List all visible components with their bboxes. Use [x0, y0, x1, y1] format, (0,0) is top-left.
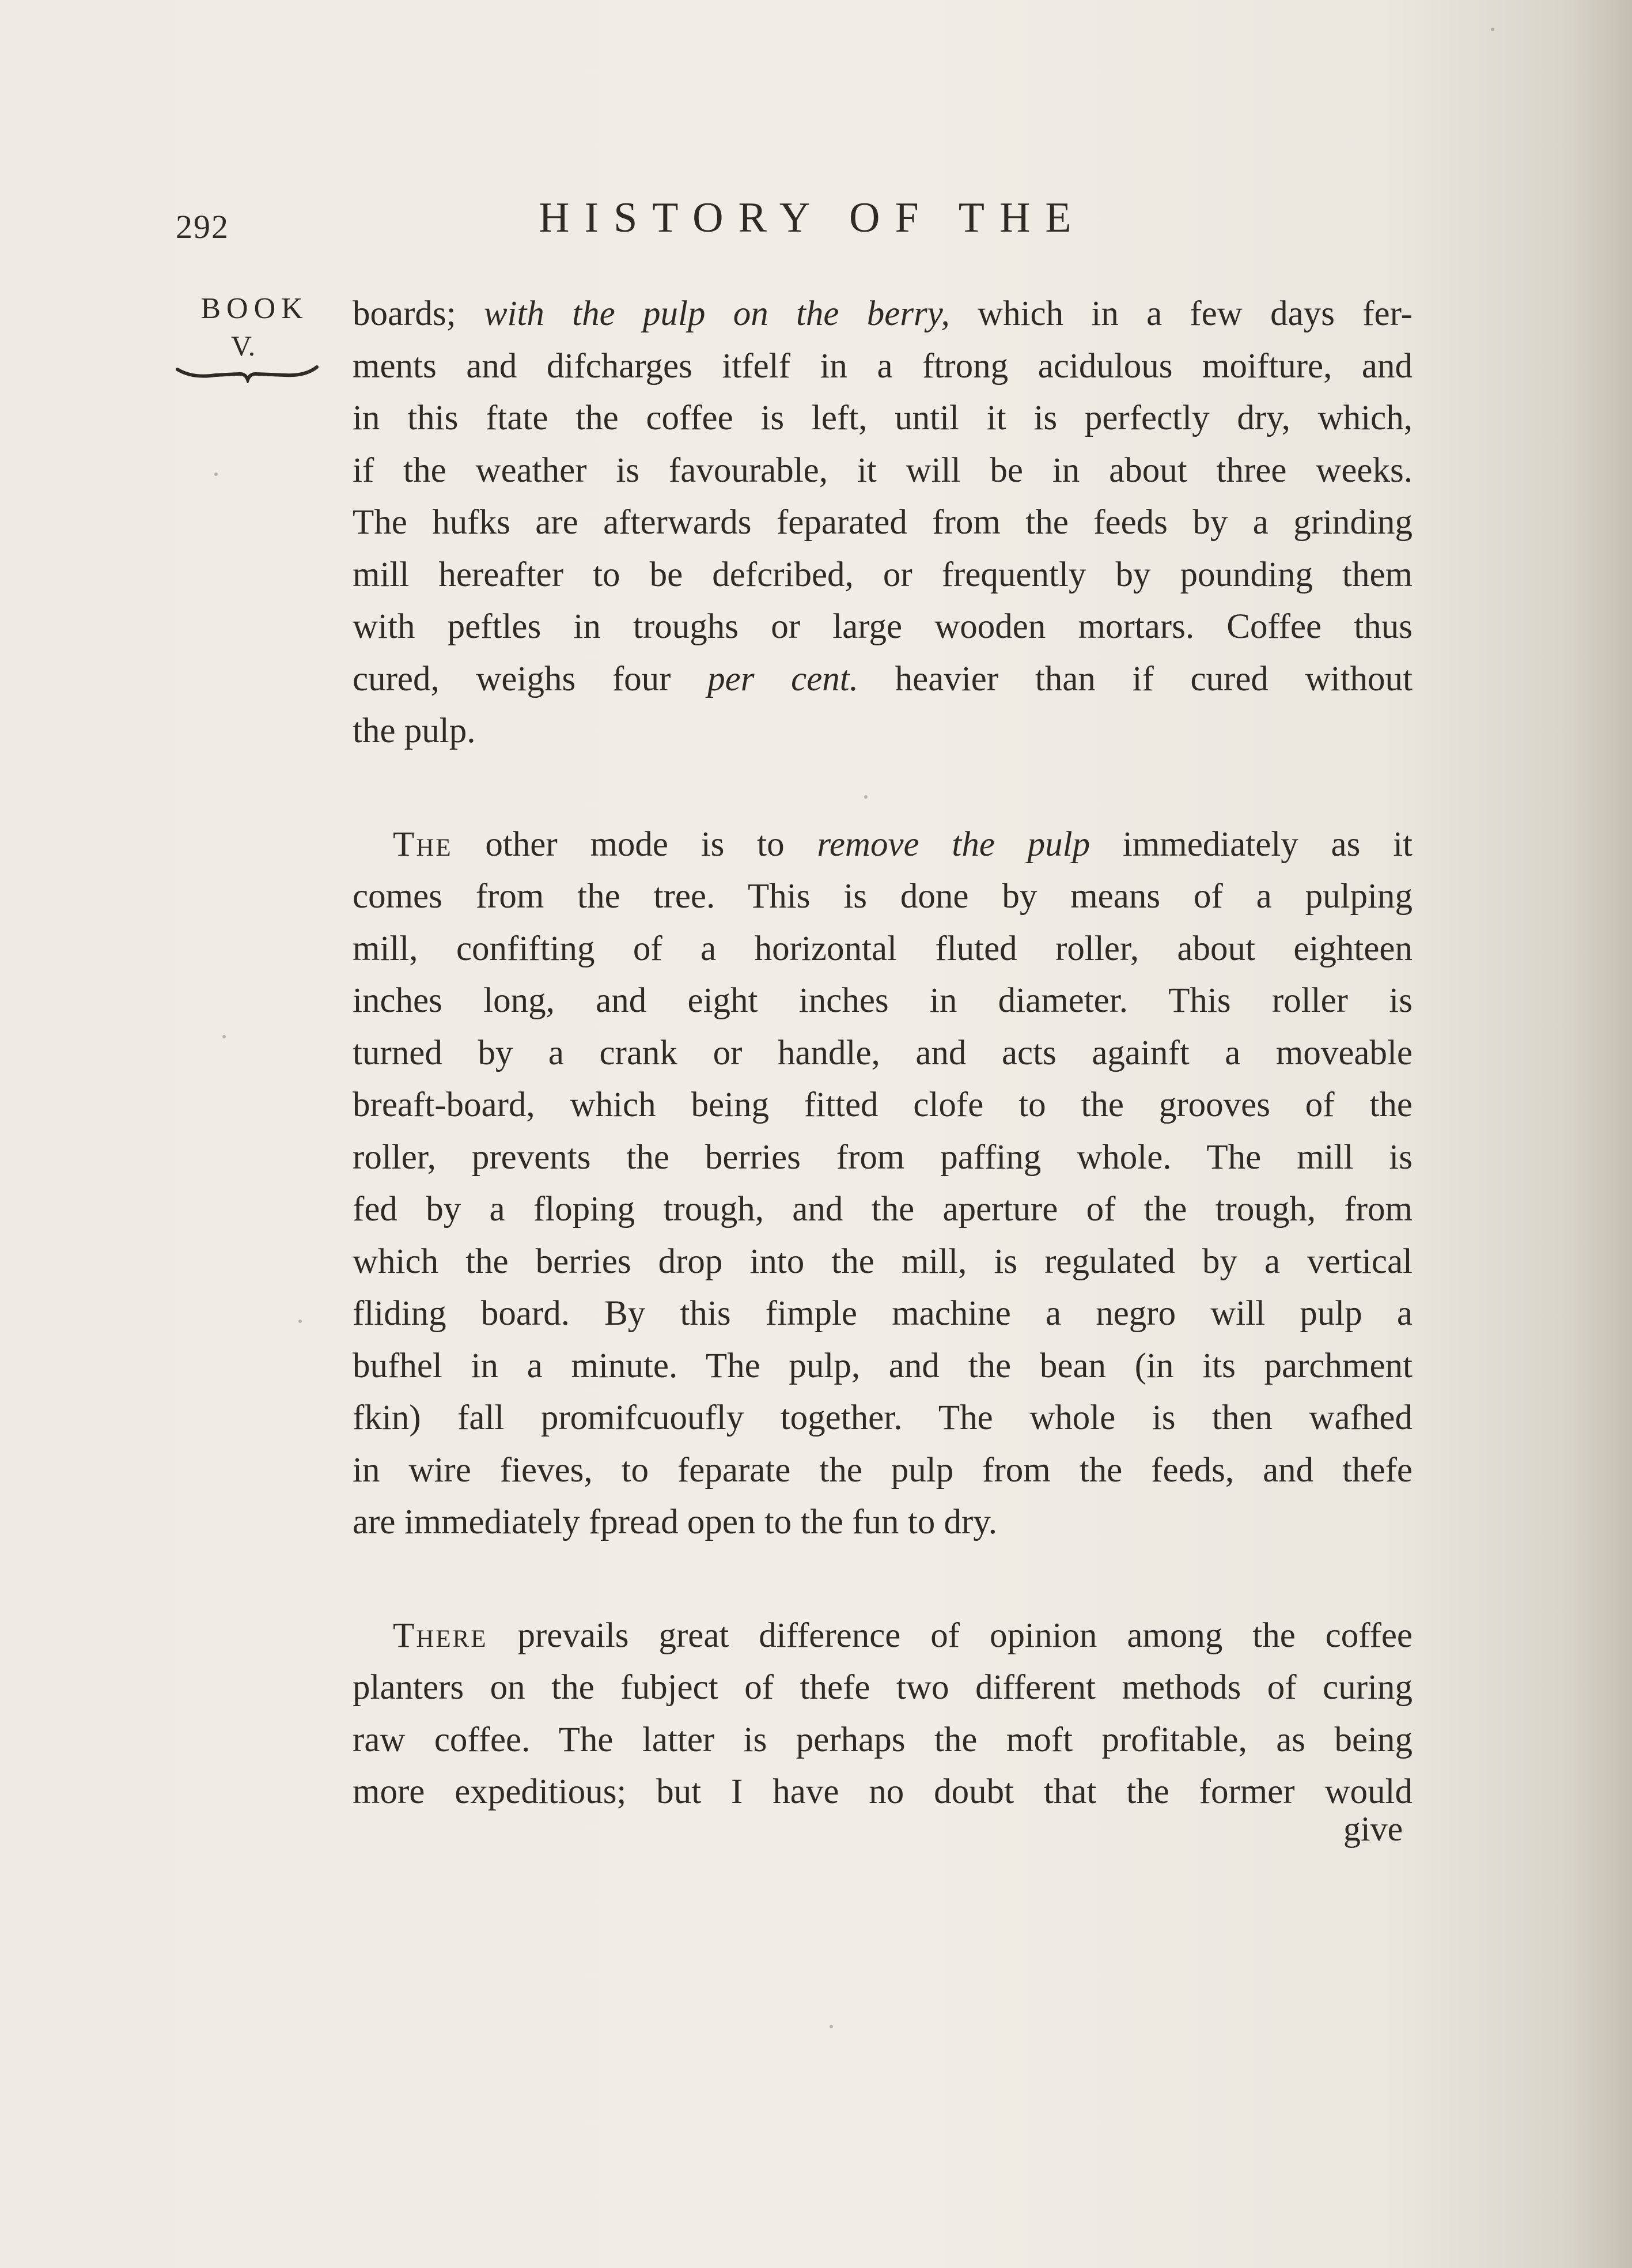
text-line: boards; with the pulp on the berry, which in a few days fer- — [353, 294, 1413, 333]
text-line: mill, confifting of a horizontal fluted roller, about eighteen — [353, 929, 1413, 968]
text-line: raw coffee. The latter is perhaps the moft profitable, as being — [353, 1720, 1413, 1759]
text-line: There prevails great difference of opinion among the coffee — [393, 1616, 1413, 1655]
book-label: BOOK — [200, 292, 309, 325]
text-line: in wire fieves, to feparate the pulp from the feeds, and thefe — [353, 1450, 1413, 1490]
text-line: planters on the fubject of thefe two different methods of curing — [353, 1668, 1413, 1707]
text-line: the pulp. — [353, 712, 476, 750]
paper-speck — [214, 472, 218, 476]
text-line: breaft-board, which being fitted clofe to the grooves of the — [353, 1086, 1413, 1124]
text-line: The other mode is to remove the pulp immediately as it — [393, 825, 1413, 864]
text-line: which the berries drop into the mill, is regulated by a vertical — [353, 1242, 1413, 1281]
body-text — [353, 288, 1413, 1880]
text-line: are immediately fpread open to the fun to dry. — [353, 1503, 998, 1541]
text-line: in this ftate the coffee is left, until it is perfectly dry, which, — [353, 399, 1413, 437]
text-line: fliding board. By this fimple machine a negro will pulp a — [353, 1294, 1413, 1333]
text-line: roller, prevents the berries from paffing whole. The mill is — [353, 1137, 1413, 1177]
text-line: if the weather is favourable, it will be in about three weeks. — [353, 451, 1413, 490]
text-line: mill hereafter to be defcribed, or frequently by pounding them — [353, 555, 1413, 594]
paragraph-2 — [353, 819, 1413, 1549]
text-line: inches long, and eight inches in diameter. This roller is — [353, 981, 1413, 1020]
paper-speck — [1491, 28, 1494, 31]
text-line: comes from the tree. This is done by means of a pulping — [353, 877, 1413, 916]
page-number: 292 — [176, 208, 229, 245]
paper-speck — [830, 2025, 833, 2028]
margin-note — [185, 292, 324, 383]
text-line: bufhel in a minute. The pulp, and the bean (in its parchment — [353, 1346, 1413, 1385]
text-line: The hufks are afterwards feparated from the feeds by a grinding — [353, 503, 1413, 542]
paragraph-1 — [353, 288, 1413, 758]
catchword: give — [1343, 1810, 1403, 1848]
brace-ornament — [175, 364, 319, 383]
text-line: ments and difcharges itfelf in a ftrong acidulous moifture, and — [353, 346, 1413, 385]
paper-speck — [298, 1320, 302, 1323]
text-line: with peftles in troughs or large wooden mortars. Coffee thus — [353, 607, 1413, 646]
text-line: cured, weighs four per cent. heavier than if cured without — [353, 659, 1413, 698]
book-number: V. — [230, 330, 256, 362]
paper-speck — [864, 795, 868, 799]
running-head-title: HISTORY OF THE — [539, 194, 1086, 241]
paragraph-3 — [353, 1610, 1413, 1819]
text-line: fkin) fall promifcuoufly together. The whole is then wafhed — [353, 1398, 1413, 1437]
text-line: fed by a floping trough, and the aperture of the trough, from — [353, 1190, 1413, 1228]
running-head — [0, 194, 1632, 251]
text-line: more expeditious; but I have no doubt that the former would — [353, 1772, 1413, 1811]
paper-speck — [222, 1035, 226, 1038]
text-line: turned by a crank or handle, and acts againft a moveable — [353, 1033, 1413, 1072]
